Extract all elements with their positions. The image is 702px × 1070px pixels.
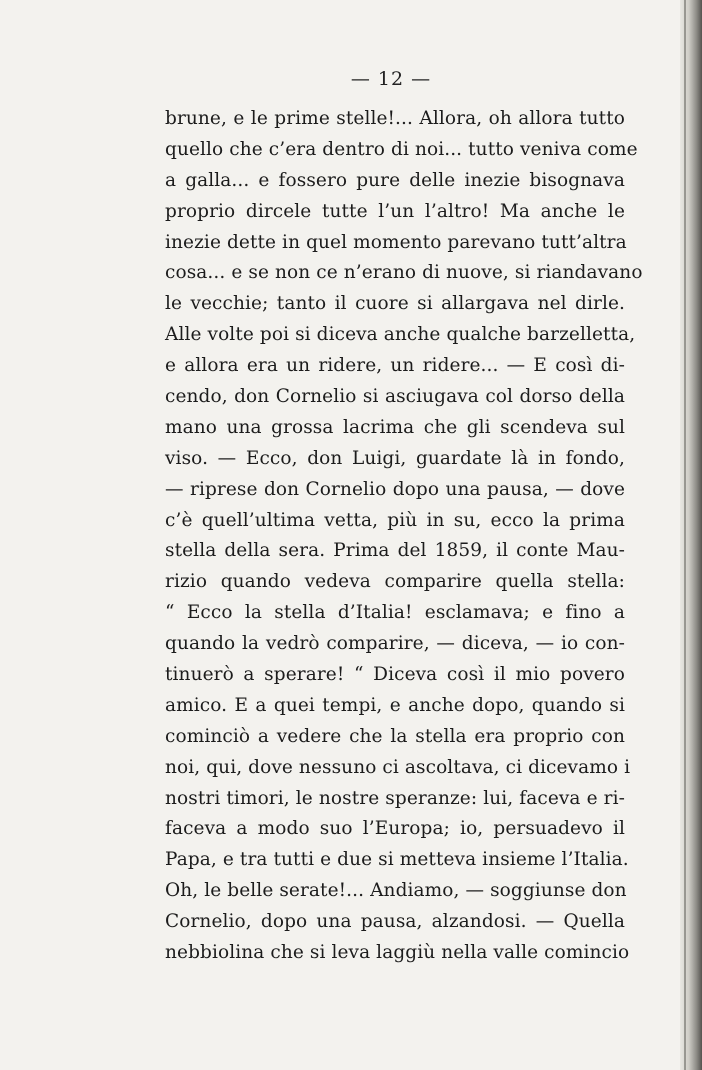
text-line: a galla... e fossero pure delle inezie bisognava bbox=[165, 169, 625, 191]
text-line: inezie dette in quel momento parevano tutt’altra bbox=[165, 231, 627, 253]
binding-line bbox=[684, 0, 686, 1070]
text-line: c’è quell’ultima vetta, più in su, ecco la prima bbox=[165, 509, 625, 531]
text-line: — riprese don Cornelio dopo una pausa, — dove bbox=[165, 478, 625, 500]
text-line: amico. E a quei tempi, e anche dopo, quando si bbox=[165, 694, 625, 716]
text-line: nostri timori, le nostre speranze: lui, faceva e ri- bbox=[165, 787, 625, 809]
text-line: brune, e le prime stelle!... Allora, oh allora tutto bbox=[165, 108, 625, 129]
text-line: cendo, don Cornelio si asciugava col dorso della bbox=[165, 386, 625, 408]
text-line: mano una grossa lacrima che gli scendeva sul bbox=[165, 416, 625, 438]
text-line: e allora era un ridere, un ridere... — E così di- bbox=[165, 355, 625, 377]
text-line: rizio quando vedeva comparire quella stella: bbox=[165, 571, 625, 593]
text-line: noi, qui, dove nessuno ci ascoltava, ci dicevamo i bbox=[165, 756, 631, 778]
text-line: viso. — Ecco, don Luigi, guardate là in fondo, bbox=[165, 447, 625, 469]
text-line: quello che c’era dentro di noi... tutto veniva come bbox=[165, 138, 638, 160]
text-line: Oh, le belle serate!... Andiamo, — soggiunse don bbox=[165, 880, 627, 902]
text-line: le vecchie; tanto il cuore si allargava nel dirle. bbox=[165, 293, 625, 315]
text-line: stella della sera. Prima del 1859, il conte Mau- bbox=[165, 540, 625, 562]
text-line: faceva a modo suo l’Europa; io, persuadevo il bbox=[165, 818, 625, 840]
text-line: “ Ecco la stella d’Italia! esclamava; e fino a bbox=[165, 602, 625, 624]
text-line: nebbiolina che si leva laggiù nella valle comincio bbox=[165, 942, 630, 964]
text-line: cosa... e se non ce n’erano di nuove, si riandavano bbox=[165, 262, 643, 284]
text-line: Alle volte poi si diceva anche qualche barzelletta, bbox=[165, 324, 636, 346]
text-line: Papa, e tra tutti e due si metteva insieme l’Italia. bbox=[165, 849, 629, 871]
text-line: cominciò a vedere che la stella era proprio con bbox=[165, 725, 625, 747]
page-number: — 12 — bbox=[350, 68, 432, 90]
text-line: quando la vedrò comparire, — diceva, — io con- bbox=[165, 633, 625, 655]
text-line: tinuerò a sperare! “ Diceva così il mio povero bbox=[165, 664, 625, 686]
text-line: proprio dircele tutte l’un l’altro! Ma anche le bbox=[165, 200, 625, 222]
body-text bbox=[165, 104, 643, 969]
text-line: Cornelio, dopo una pausa, alzandosi. — Quella bbox=[165, 911, 625, 933]
